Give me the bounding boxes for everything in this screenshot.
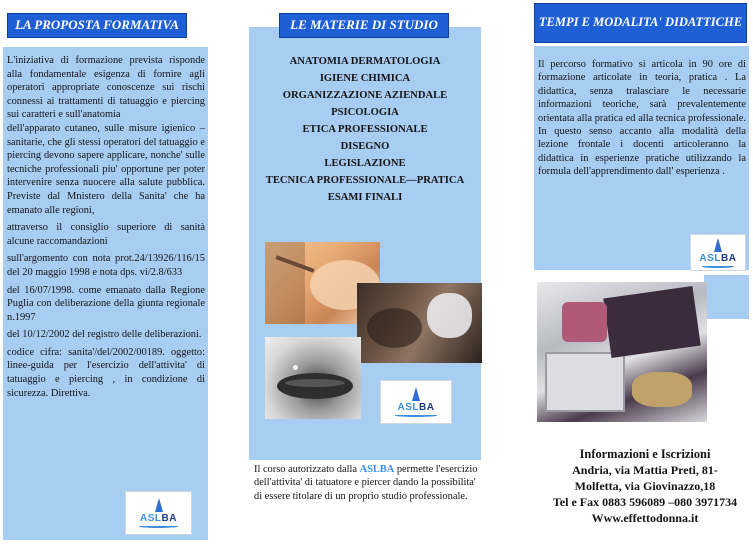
tattoo-kit-photo [537, 282, 707, 422]
asl-logo-right [690, 234, 746, 271]
contact-website: Www.effettodonna.it [591, 511, 699, 525]
right-text: Il percorso formativo si articola in 90 ore di formazione articolate in teoria, pratica . La didattica, senza tralasciare le necessarie informazioni teoriche, sarà prevalentemente orientata alla pratica ed alla tecnica professionale. In questo senso accanto alla modalità della lezione frontale i docenti articoleranno la didattica in esperienze pratiche utilizzando la formula dell'apprendimento dall' esperienza . [538, 59, 746, 178]
subject-item: ANATOMIA DERMATOLOGIA [289, 56, 441, 67]
logo-mark-icon [155, 498, 163, 512]
logo-mark-icon [412, 387, 420, 401]
left-paragraph-1: L'iniziativa di formazione prevista risponde alla fondamentale esigenza di fornire agli operatori appropriate conoscenze sui rischi connessi ai trattamenti di tatuaggio e piercing sui caratteri e sull'anatomia [7, 55, 205, 121]
contact-phone: Tel e Fax 0883 596089 –080 3971734 [552, 495, 738, 509]
subject-item: ORGANIZZAZIONE AZIENDALE [282, 90, 448, 101]
logo-swoosh-icon [702, 265, 734, 268]
contact-molfetta: Molfetta, via Giovinazzo,18 [574, 479, 716, 493]
logo-swoosh-icon [139, 525, 178, 528]
left-paragraph-6: del 10/12/2002 del registro delle deliberazioni. [7, 329, 202, 341]
subjects-list [249, 53, 481, 206]
logo-swoosh-icon [395, 414, 437, 417]
right-small-panel [704, 275, 749, 319]
asl-logo-left [125, 491, 192, 535]
left-paragraph-2: dell'apparato cutaneo, sulle misure igienico – sanitarie, che gli stessi operatori del tatuaggio e piercing devono sapere applicare, nonche' sulle tecniche professionali piu' opportune per poter intervenire senza nuocere alla salute pubblica. Previste dal Mnistero della Sanita' che ha emanato alle regioni, [7, 122, 205, 216]
logo-word: ASLBA [699, 252, 737, 264]
left-paragraph-3: attraverso il consiglio superiore di sanità alcune raccomandazioni [7, 222, 205, 247]
tattoo-artist-photo [357, 283, 482, 363]
left-paragraph-5: del 16/07/1998. come emanato dalla Regione Puglia con deliberazione della giunta regionale n.1997 [7, 284, 205, 323]
subject-item: LEGISLAZIONE [324, 158, 406, 169]
subject-item: PSICOLOGIA [331, 107, 399, 118]
logo-word: ASLBA [140, 513, 177, 524]
asl-logo-middle [380, 380, 452, 424]
subject-item: DISEGNO [340, 141, 390, 152]
asl-inline-brand: ASLBA [359, 464, 395, 475]
subject-item: ESAMI FINALI [327, 192, 403, 203]
logo-word: ASLBA [397, 402, 435, 413]
subject-item: ETICA PROFESSIONALE [302, 124, 428, 135]
contacts-title: Informazioni e Iscrizioni [579, 447, 711, 461]
lip-piercing-photo [265, 337, 361, 419]
left-paragraph-7: codice cifra: sanita'/del/2002/00189. oggetto: linee-guida per l'esercizio dell'attivita' di tatuaggio e piercing , in condizione di sicurezza. Direttiva. [7, 346, 205, 399]
subject-item: TECNICA PROFESSIONALE—PRATICA [265, 175, 465, 186]
contacts-block [540, 446, 750, 526]
course-footer-note: Il corso autorizzato dalla ASLBA permette l'esercizio dell'attivita' di tatuatore e piercer dando la possibilita' di essere titolare di un proprio studio professionale. [254, 464, 478, 502]
right-header: TEMPI E MODALITA' DIDATTICHE [534, 3, 747, 43]
left-paragraph-4: sull'argomento con nota prot.24/13926/116/15 del 20 maggio 1998 e nota dps. vi/2.8/633 [7, 253, 205, 278]
logo-mark-icon [714, 238, 722, 252]
middle-header: LE MATERIE DI STUDIO [279, 13, 449, 38]
left-header: LA PROPOSTA FORMATIVA [7, 13, 187, 38]
contact-andria: Andria, via Mattia Preti, 81- [572, 463, 718, 477]
subject-item: IGIENE CHIMICA [319, 73, 411, 84]
left-text [7, 54, 205, 400]
